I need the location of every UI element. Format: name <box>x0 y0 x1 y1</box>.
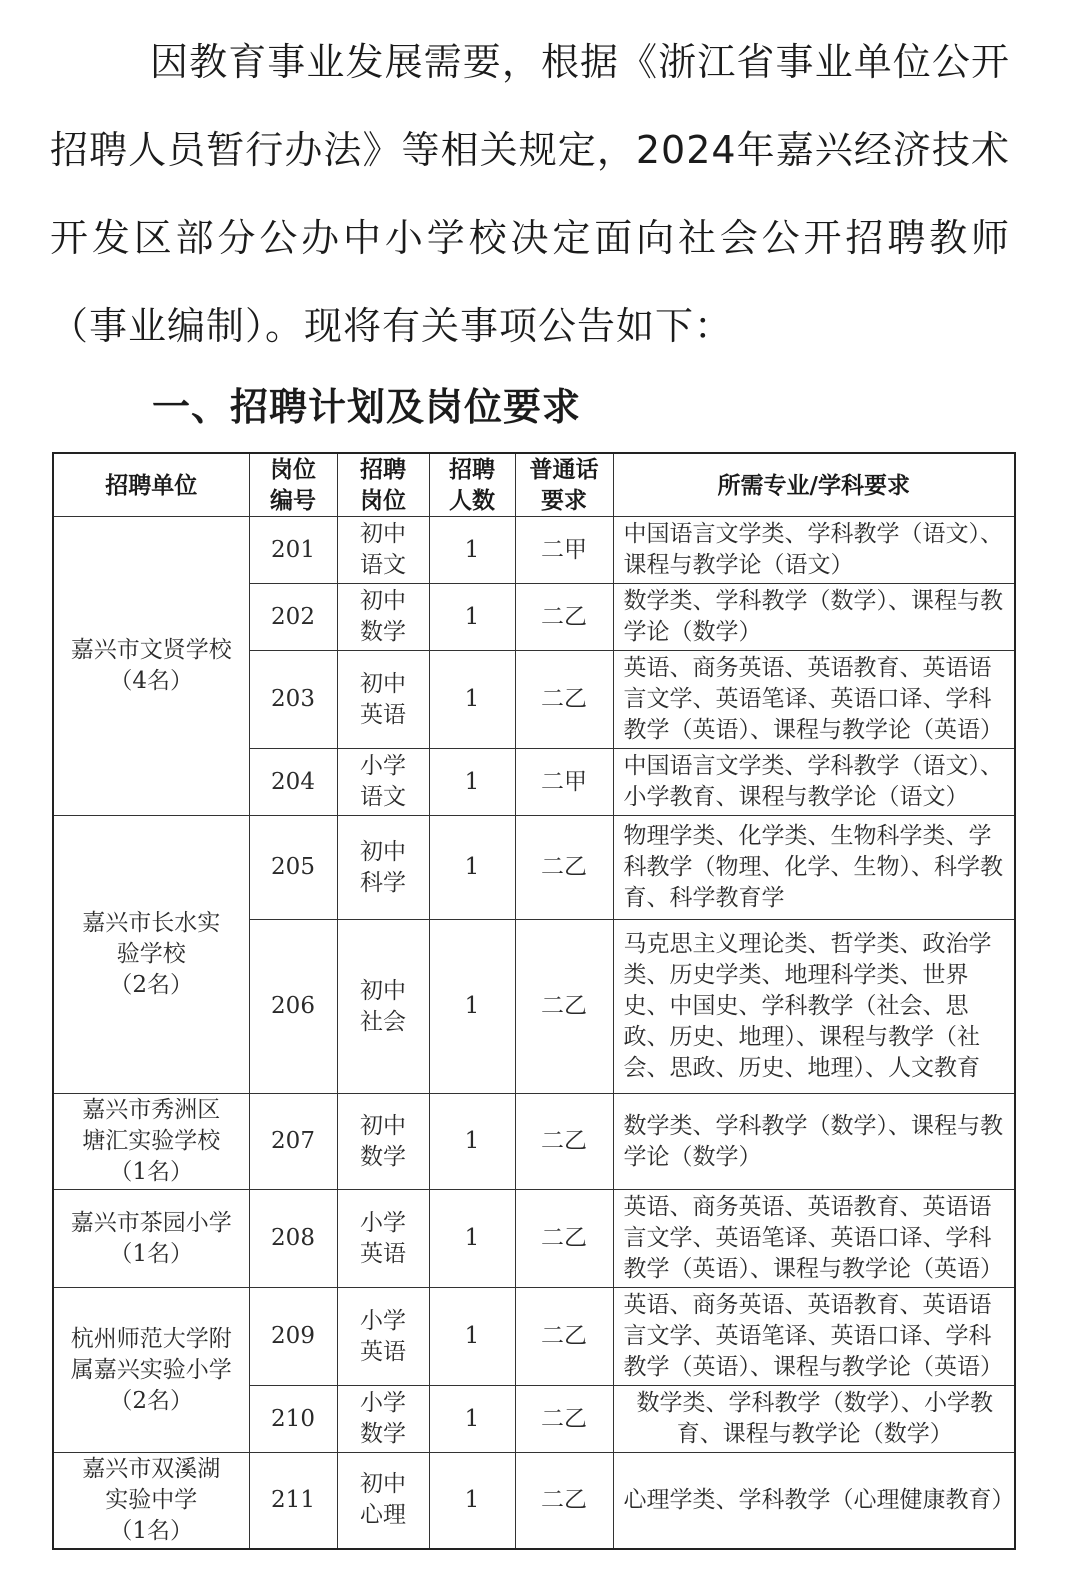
position-count: 1 <box>429 1288 515 1386</box>
position-name: 初中科学 <box>337 816 429 920</box>
major-requirements: 数学类、学科教学（数学）、小学教育、课程与教学论（数学） <box>613 1386 1015 1453</box>
mandarin-level: 二乙 <box>515 584 613 651</box>
unit-name: 嘉兴市秀洲区塘汇实验学校 <box>82 1097 221 1154</box>
position-count: 1 <box>429 517 515 584</box>
major-requirements: 数学类、学科教学（数学）、课程与教学论（数学） <box>613 584 1015 651</box>
mandarin-level: 二乙 <box>515 1386 613 1453</box>
mandarin-level: 二甲 <box>515 517 613 584</box>
position-code: 208 <box>249 1190 337 1288</box>
unit-cell <box>53 1288 249 1453</box>
recruitment-plan-table <box>52 452 1016 1550</box>
major-requirements: 英语、商务英语、英语教育、英语语言文学、英语笔译、英语口译、学科教学（英语）、课程与教学论（英语） <box>613 1288 1015 1386</box>
position-name: 初中数学 <box>337 1094 429 1190</box>
header-count: 招聘人数 <box>429 453 515 517</box>
unit-cell <box>53 517 249 816</box>
mandarin-level: 二乙 <box>515 816 613 920</box>
unit-name: 嘉兴市长水实验学校 <box>82 910 221 967</box>
major-requirements: 中国语言文学类、学科教学（语文）、小学教育、课程与教学论（语文） <box>613 749 1015 816</box>
unit-name: 杭州师范大学附属嘉兴实验小学 <box>70 1325 232 1383</box>
unit-cell <box>53 1094 249 1190</box>
position-count: 1 <box>429 1386 515 1453</box>
position-name: 初中英语 <box>337 651 429 749</box>
mandarin-level: 二乙 <box>515 1190 613 1288</box>
header-major: 所需专业/学科要求 <box>613 453 1015 517</box>
major-requirements: 数学类、学科教学（数学）、课程与教学论（数学） <box>613 1094 1015 1190</box>
mandarin-level: 二乙 <box>515 1094 613 1190</box>
unit-cell <box>53 1190 249 1288</box>
position-name: 初中社会 <box>337 920 429 1094</box>
major-requirements: 中国语言文学类、学科教学（语文）、课程与教学论（语文） <box>613 517 1015 584</box>
table-row <box>53 1190 1015 1288</box>
header-mandarin: 普通话要求 <box>515 453 613 517</box>
position-name: 初中心理 <box>337 1453 429 1549</box>
position-name: 小学英语 <box>337 1190 429 1288</box>
mandarin-level: 二乙 <box>515 920 613 1094</box>
position-code: 207 <box>249 1094 337 1190</box>
header-position: 招聘岗位 <box>337 453 429 517</box>
mandarin-level: 二乙 <box>515 1453 613 1549</box>
position-name: 小学数学 <box>337 1386 429 1453</box>
position-code: 202 <box>249 584 337 651</box>
mandarin-level: 二乙 <box>515 651 613 749</box>
position-count: 1 <box>429 1190 515 1288</box>
unit-quota: （1名） <box>109 1517 194 1544</box>
position-name: 初中数学 <box>337 584 429 651</box>
position-code: 211 <box>249 1453 337 1549</box>
unit-name: 嘉兴市茶园小学 <box>70 1209 232 1236</box>
position-name: 小学英语 <box>337 1288 429 1386</box>
major-requirements: 马克思主义理论类、哲学类、政治学类、历史学类、地理科学类、世界史、中国史、学科教学（社会、思政、历史、地理）、课程与教学（社会、思政、历史、地理）、人文教育 <box>613 920 1015 1094</box>
position-count: 1 <box>429 1094 515 1190</box>
position-count: 1 <box>429 749 515 816</box>
table-row <box>53 517 1015 584</box>
major-requirements: 英语、商务英语、英语教育、英语语言文学、英语笔译、英语口译、学科教学（英语）、课程与教学论（英语） <box>613 1190 1015 1288</box>
mandarin-level: 二乙 <box>515 1288 613 1386</box>
table-row <box>53 1453 1015 1549</box>
position-code: 210 <box>249 1386 337 1453</box>
section-heading: 一、招聘计划及岗位要求 <box>152 385 582 429</box>
position-count: 1 <box>429 816 515 920</box>
position-count: 1 <box>429 920 515 1094</box>
unit-quota: （4名） <box>109 668 194 694</box>
position-name: 初中语文 <box>337 517 429 584</box>
unit-cell <box>53 816 249 1094</box>
position-count: 1 <box>429 651 515 749</box>
table-header-row <box>53 453 1015 517</box>
unit-quota: （1名） <box>109 1159 194 1185</box>
header-unit: 招聘单位 <box>53 453 249 517</box>
table-row <box>53 1288 1015 1386</box>
unit-cell <box>53 1453 249 1549</box>
position-code: 201 <box>249 517 337 584</box>
unit-name: 嘉兴市双溪湖实验中学 <box>82 1455 221 1513</box>
unit-name: 嘉兴市文贤学校 <box>70 637 232 663</box>
position-code: 206 <box>249 920 337 1094</box>
unit-quota: （1名） <box>109 1240 194 1267</box>
position-code: 203 <box>249 651 337 749</box>
position-count: 1 <box>429 584 515 651</box>
position-code: 205 <box>249 816 337 920</box>
position-code: 209 <box>249 1288 337 1386</box>
major-requirements: 心理学类、学科教学（心理健康教育） <box>613 1453 1015 1549</box>
position-count: 1 <box>429 1453 515 1549</box>
table-row <box>53 816 1015 920</box>
unit-quota: （2名） <box>109 1387 194 1414</box>
position-code: 204 <box>249 749 337 816</box>
major-requirements: 英语、商务英语、英语教育、英语语言文学、英语笔译、英语口译、学科教学（英语）、课程与教学论（英语） <box>613 651 1015 749</box>
header-code: 岗位编号 <box>249 453 337 517</box>
unit-quota: （2名） <box>109 972 194 998</box>
position-name: 小学语文 <box>337 749 429 816</box>
major-requirements: 物理学类、化学类、生物科学类、学科教学（物理、化学、生物）、科学教育、科学教育学 <box>613 816 1015 920</box>
table-row <box>53 1094 1015 1190</box>
mandarin-level: 二甲 <box>515 749 613 816</box>
intro-paragraph: 因教育事业发展需要，根据《浙江省事业单位公开招聘人员暂行办法》等相关规定，2024年嘉兴经济技术开发区部分公办中小学校决定面向社会公开招聘教师（事业编制）。现将有关事项公告如下： <box>50 40 1010 348</box>
